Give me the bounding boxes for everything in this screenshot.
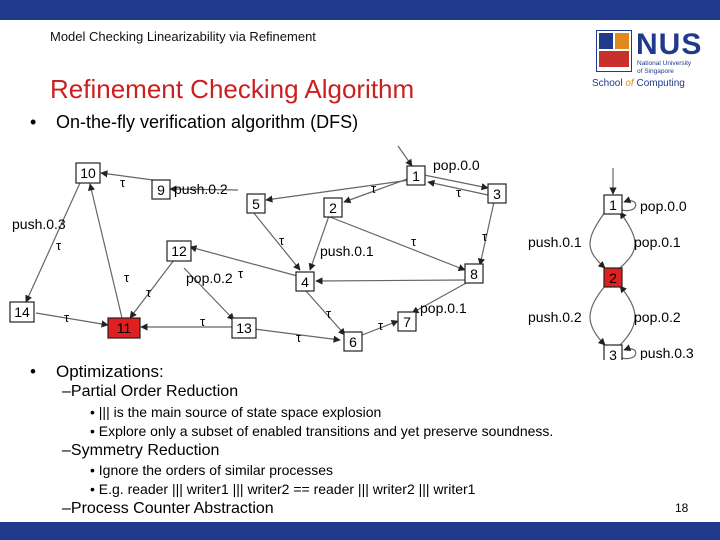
tau-label: τ (124, 270, 130, 285)
item-sym-detail-1: • Ignore the orders of similar processes (90, 462, 334, 478)
item-process-counter-abstraction: –Process Counter Abstraction (62, 500, 274, 517)
edge-label-push01: push.0.1 (320, 243, 374, 259)
node-9 (152, 180, 170, 199)
svg-text:14: 14 (14, 304, 30, 320)
edge-label-push03: push.0.3 (12, 216, 66, 232)
tau-label: τ (238, 266, 244, 281)
tau-label: τ (296, 330, 302, 345)
node-3 (488, 184, 506, 203)
bottom-bar (0, 522, 720, 540)
edge-label-pop02: pop.0.2 (186, 270, 233, 286)
svg-text:9: 9 (157, 182, 165, 198)
svg-text:7: 7 (403, 314, 411, 330)
item-partial-order-reduction: –Partial Order Reduction (62, 383, 239, 400)
bullet-optimizations: • Optimizations: (30, 362, 164, 381)
node-7 (398, 312, 416, 331)
spec-label-push02: push.0.2 (528, 309, 582, 325)
node-13 (232, 318, 256, 338)
spec-node-2-highlighted (604, 268, 622, 287)
school-name: School of Computing (592, 78, 685, 89)
tau-label: τ (378, 318, 384, 333)
spec-node-3 (604, 345, 622, 360)
node-5 (247, 194, 265, 213)
tau-label: τ (326, 306, 332, 321)
node-10 (76, 163, 100, 183)
slide-title: Refinement Checking Algorithm (50, 74, 415, 104)
page-number: 18 (675, 501, 689, 515)
item-sym-detail-2: • E.g. reader ||| writer1 ||| writer2 == reader ||| writer2 ||| writer1 (90, 481, 476, 497)
edge-label-pop00: pop.0.0 (433, 157, 480, 173)
svg-text:4: 4 (301, 274, 309, 290)
item-por-detail-2: • Explore only a subset of enabled transitions and yet preserve soundness. (90, 423, 554, 439)
node-14 (10, 302, 34, 322)
tau-label: τ (146, 285, 152, 300)
tau-label: τ (200, 314, 206, 329)
item-symmetry-reduction: –Symmetry Reduction (62, 442, 220, 459)
spec-label-pop02: pop.0.2 (634, 309, 681, 325)
node-12 (167, 241, 191, 261)
tau-label: τ (411, 234, 417, 249)
svg-text:3: 3 (609, 347, 617, 360)
svg-text:6: 6 (349, 334, 357, 350)
svg-text:10: 10 (80, 165, 96, 181)
svg-text:2: 2 (609, 270, 617, 286)
svg-text:3: 3 (493, 186, 501, 202)
spec-label-pop00: pop.0.0 (640, 198, 687, 214)
logo-name: NUS (636, 28, 703, 61)
edge-label-push02: push.0.2 (174, 181, 228, 197)
node-4 (296, 272, 314, 291)
spec-label-push03: push.0.3 (640, 345, 694, 360)
header-title: Model Checking Linearizability via Refinement (50, 29, 316, 44)
svg-text:5: 5 (252, 196, 260, 212)
svg-text:1: 1 (609, 197, 617, 213)
edge-label-pop01: pop.0.1 (420, 300, 467, 316)
svg-text:2: 2 (329, 200, 337, 216)
spec-label-pop01: pop.0.1 (634, 234, 681, 250)
tau-label: τ (56, 238, 62, 253)
tau-label: τ (456, 185, 462, 200)
node-8 (465, 264, 483, 283)
node-1 (407, 166, 425, 185)
tau-label: τ (64, 310, 70, 325)
tau-label: τ (279, 233, 285, 248)
svg-text:8: 8 (470, 266, 478, 282)
node-11-highlighted (108, 318, 140, 338)
tau-label: τ (482, 229, 488, 244)
logo-subtitle: National University of Singapore (637, 60, 692, 75)
spec-node-1 (604, 195, 622, 214)
bullet-dfs: • On-the-fly verification algorithm (DFS) (30, 112, 359, 132)
svg-text:13: 13 (236, 320, 252, 336)
item-por-detail-1: • ||| is the main source of state space explosion (90, 404, 382, 420)
svg-text:12: 12 (171, 243, 187, 259)
svg-text:1: 1 (412, 168, 420, 184)
node-2 (324, 198, 342, 217)
node-6 (344, 332, 362, 351)
spec-label-push01: push.0.1 (528, 234, 582, 250)
tau-label: τ (120, 175, 126, 190)
tau-label: τ (371, 181, 377, 196)
svg-text:11: 11 (116, 320, 132, 336)
